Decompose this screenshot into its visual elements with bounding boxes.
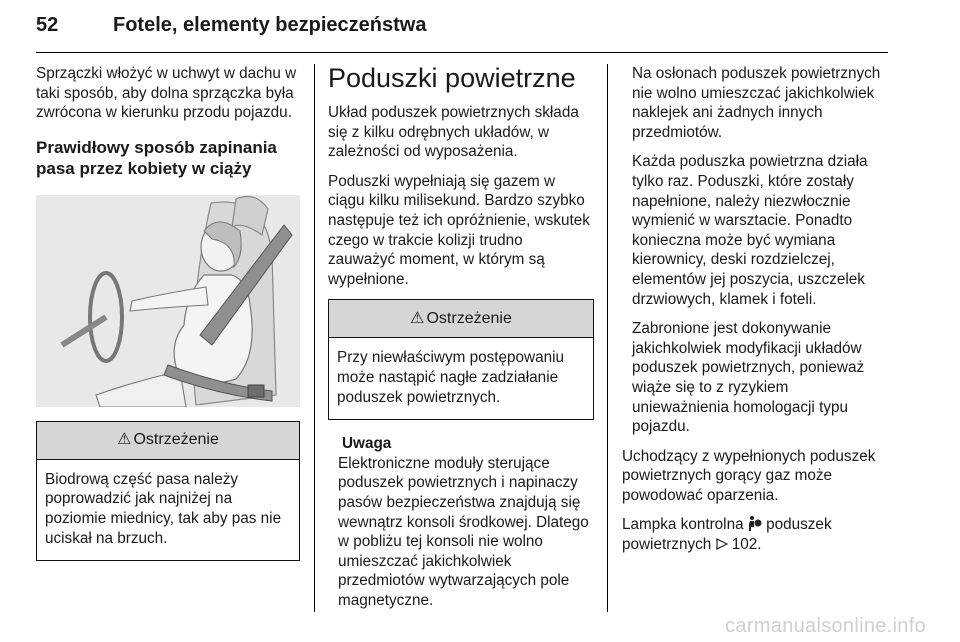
airbag-indicator-paragraph — [622, 515, 888, 554]
page-reference-link[interactable]: 102. — [731, 536, 762, 554]
warning-header — [329, 300, 593, 338]
site-watermark: carmanualsonline.info — [725, 615, 926, 637]
warning-triangle-icon: ⚠ — [410, 310, 425, 328]
pregnant-woman-seatbelt-illustration — [36, 195, 300, 407]
warning-box-airbags — [328, 299, 594, 420]
airbags-paragraph-1: Układ poduszek powietrznych składa się z kilku odrębnych układów, w zależności od wyposażenia. — [328, 104, 579, 161]
warning-box-pregnancy — [36, 421, 300, 561]
chapter-title: Fotele, elementy bezpieczeństwa — [113, 14, 427, 36]
column-divider-right — [607, 64, 608, 612]
warning-text: Biodrową część pasa należy poprowadzić jak najniżej na poziomie miednicy, tak aby pas nie uciskał na brzuch. — [45, 470, 282, 547]
column-right — [622, 64, 888, 565]
note-title: Uwaga — [342, 435, 392, 453]
indicator-prefix-text: Lampka kontrolna — [622, 516, 744, 534]
page-header — [36, 14, 888, 53]
warning-text: Przy niewłaściwym postępowaniu może nastąpić nagłe zadziałanie poduszek powietrznych. — [337, 349, 564, 406]
column-middle — [328, 64, 594, 620]
warning-header — [37, 422, 299, 460]
airbags-paragraph-4: Każda poduszka powietrzna działa tylko raz. Poduszki, które zostały napełnione, należy niezwłocznie wymienić w warsztacie. Ponadto konieczna może być wymiana kierownicy, deski rozdzielczej, elementów jej poszycia, uszczelek drzwiowych, klamek i foteli. — [632, 153, 868, 308]
airbags-paragraph-6: Uchodzący z wypełnionych poduszek powietrznych gorący gaz może powodować oparzenia. — [622, 447, 876, 504]
seatbelt-illustration-graphic — [36, 195, 300, 407]
column-divider-left — [314, 64, 315, 612]
warning-triangle-icon: ⚠ — [117, 431, 132, 449]
column-left — [36, 64, 300, 575]
airbag-indicator-icon — [748, 516, 766, 533]
warning-title: Ostrzeżenie — [133, 431, 219, 449]
note-text: Elektroniczne moduły sterujące poduszek powietrznych i napinaczy pasów bezpieczeństwa znajdują się wewnątrz konsoli środkowej. Dlatego w pobliżu tej konsoli nie wolno umieszczać jakichkolwiek przedmiotów wytwarzających pole magnetyczne. — [338, 454, 589, 609]
buckle-instruction: Sprzączki włożyć w uchwyt w dachu w taki sposób, aby dolna sprzączka była zwrócona w kierunku przodu pojazdu. — [36, 65, 297, 122]
pregnancy-belt-subheading: Prawidłowy sposób zapinania pasa przez kobiety w ciąży — [36, 137, 277, 178]
indicator-middle-text: poduszek powietrznych — [622, 516, 832, 554]
warning-title: Ostrzeżenie — [426, 310, 512, 328]
airbags-paragraph-5: Zabronione jest dokonywanie jakichkolwiek modyfikacji układów poduszek powietrznych, ponieważ wiąże się to z ryzykiem unieważnienia homologacji typu pojazdu. — [632, 320, 865, 436]
airbags-paragraph-2: Poduszki wypełniają się gazem w ciągu kilku milisekund. Bardzo szybko następuje też ich opróżnienie, wskutek czego w trakcie kolizji trudno zauważyć moment, w którym są wypełnione. — [328, 172, 590, 288]
airbags-section-heading: Poduszki powietrzne — [328, 63, 576, 93]
airbags-paragraph-3: Na osłonach poduszek powietrznych nie wolno umieszczać jakichkolwiek naklejek ani żadnych innych przedmiotów. — [632, 65, 881, 141]
page-reference-arrow-icon — [716, 536, 732, 553]
page-number: 52 — [36, 14, 59, 36]
